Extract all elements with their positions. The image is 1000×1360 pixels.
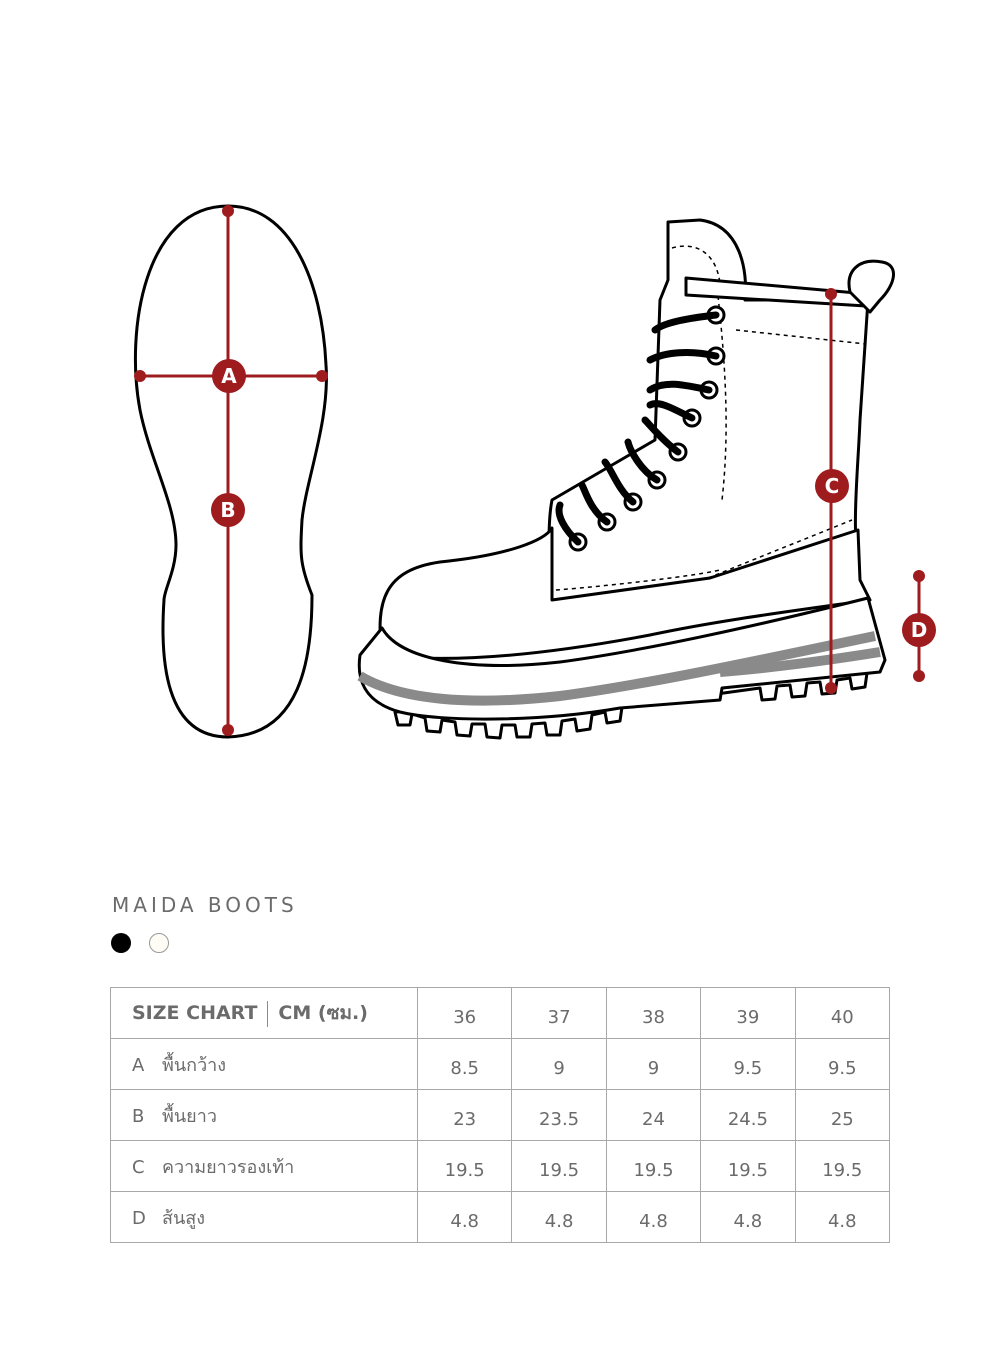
product-title: MAIDA BOOTS xyxy=(112,893,298,917)
size-header-40: 40 xyxy=(795,988,889,1039)
marker-a-label: A xyxy=(221,364,237,388)
marker-d-label: D xyxy=(910,618,928,642)
row-label: ส้นสูง xyxy=(162,1207,206,1229)
table-cell: 9.5 xyxy=(795,1039,889,1090)
row-letter: A xyxy=(132,1054,145,1076)
table-cell: 4.8 xyxy=(701,1192,795,1243)
size-chart-header-cell xyxy=(111,988,418,1039)
table-row xyxy=(111,1141,890,1192)
size-header-39: 39 xyxy=(701,988,795,1039)
table-cell: 19.5 xyxy=(418,1141,512,1192)
table-cell: 4.8 xyxy=(512,1192,606,1243)
size-header-36: 36 xyxy=(418,988,512,1039)
row-label-cell xyxy=(111,1192,418,1243)
table-cell: 4.8 xyxy=(418,1192,512,1243)
table-row xyxy=(111,1090,890,1141)
table-cell: 19.5 xyxy=(512,1141,606,1192)
table-cell: 8.5 xyxy=(418,1039,512,1090)
size-chart-title: SIZE CHART xyxy=(132,1002,258,1024)
marker-c xyxy=(815,469,849,503)
row-label-cell xyxy=(111,1090,418,1141)
row-label-cell xyxy=(111,1039,418,1090)
row-label: พื้นกว้าง xyxy=(162,1054,227,1076)
row-label: พื้นยาว xyxy=(162,1105,217,1127)
row-letter: B xyxy=(132,1105,145,1127)
table-row xyxy=(111,1192,890,1243)
table-cell: 4.8 xyxy=(606,1192,700,1243)
table-cell: 25 xyxy=(795,1090,889,1141)
row-letter: C xyxy=(132,1156,145,1178)
table-cell: 19.5 xyxy=(701,1141,795,1192)
table-cell: 9 xyxy=(512,1039,606,1090)
row-label: ความยาวรองเท้า xyxy=(162,1156,295,1178)
sole-measure-lines xyxy=(140,211,322,730)
marker-a xyxy=(212,359,246,393)
table-cell: 19.5 xyxy=(606,1141,700,1192)
size-chart-table xyxy=(110,987,890,1243)
color-swatch-black[interactable] xyxy=(111,933,131,953)
table-cell: 9 xyxy=(606,1039,700,1090)
table-cell: 19.5 xyxy=(795,1141,889,1192)
size-header-37: 37 xyxy=(512,988,606,1039)
sole-outline xyxy=(135,206,326,737)
table-row xyxy=(111,1039,890,1090)
table-cell: 4.8 xyxy=(795,1192,889,1243)
size-chart-header-row xyxy=(111,988,890,1039)
table-cell: 24.5 xyxy=(701,1090,795,1141)
size-header-38: 38 xyxy=(606,988,700,1039)
marker-c-label: C xyxy=(824,474,840,498)
marker-b-label: B xyxy=(220,498,236,522)
row-label-cell xyxy=(111,1141,418,1192)
table-cell: 23.5 xyxy=(512,1090,606,1141)
row-letter: D xyxy=(132,1207,146,1229)
table-cell: 9.5 xyxy=(701,1039,795,1090)
marker-d xyxy=(902,613,936,647)
color-swatch-cream[interactable] xyxy=(149,933,169,953)
table-cell: 24 xyxy=(606,1090,700,1141)
table-cell: 23 xyxy=(418,1090,512,1141)
marker-b xyxy=(211,493,245,527)
size-chart-unit: CM (ซม.) xyxy=(278,1002,368,1024)
header-divider xyxy=(267,1001,268,1027)
